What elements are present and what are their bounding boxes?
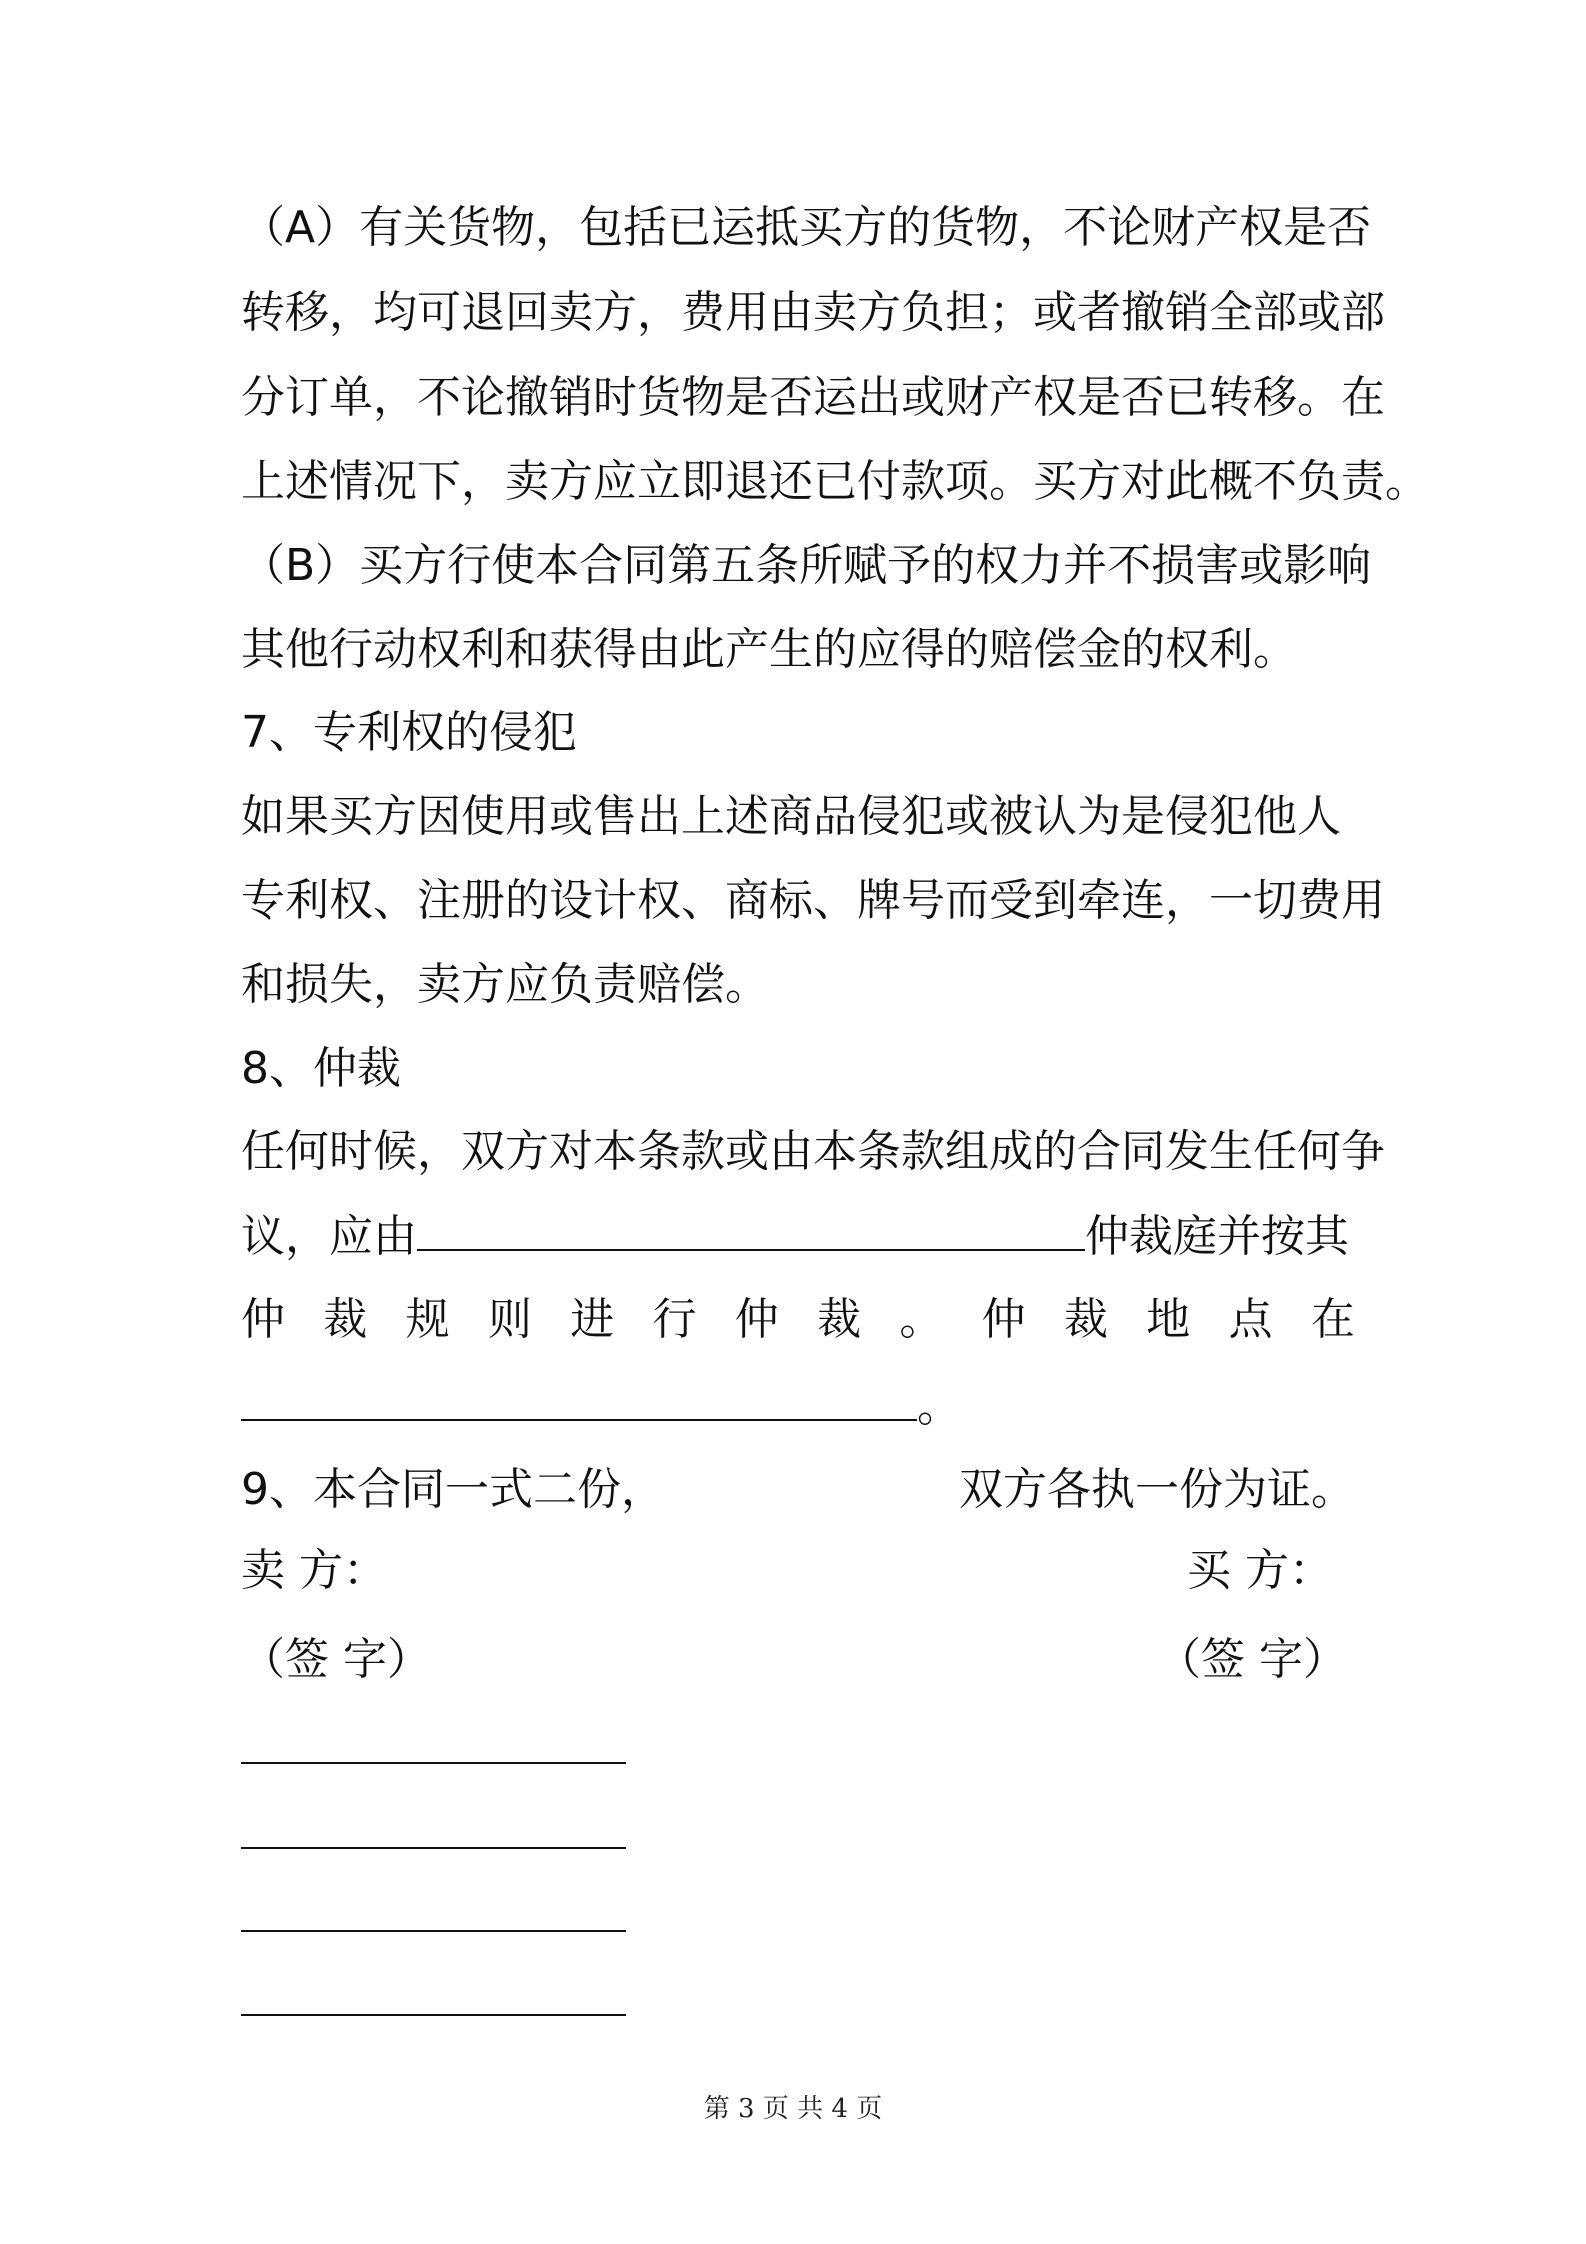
section-7-line-2: 专利权、注册的设计权、商标、牌号而受到牵连，一切费用: [241, 875, 1385, 926]
section-7-line-3: 和损失，卖方应负责赔偿。: [241, 959, 769, 1010]
section-8-line-3-char: 仲: [241, 1294, 285, 1345]
section-8-title: 8、仲裁: [241, 1043, 401, 1094]
seller-sign-label: （签 字）: [241, 1634, 431, 1685]
section-8-line-3-char: 则: [487, 1294, 532, 1345]
section-8-line-3-char: 点: [1228, 1294, 1273, 1345]
clause-a-line-2: 转移，均可退回卖方，费用由卖方负担；或者撤销全部或部: [241, 287, 1385, 338]
section-8-line-3-char: 裁: [323, 1294, 368, 1345]
section-8-line-3-char: 规: [405, 1294, 450, 1345]
section-8-line-3-char: 在: [1310, 1294, 1355, 1345]
arbitration-court-blank[interactable]: [417, 1205, 1085, 1251]
signature-sign-row: [241, 1630, 1355, 1690]
section-8-line-3-char: 仲: [734, 1294, 779, 1345]
section-9-left: 9、本合同一式二份，: [241, 1464, 665, 1515]
signature-line-1[interactable]: [241, 1762, 626, 1764]
clause-a-line-4: 上述情况下，卖方应立即退还已付款项。买方对此概不负责。: [241, 456, 1429, 507]
section-7-title: 7、专利权的侵犯: [241, 707, 577, 758]
clause-b-line-1: （B）买方行使本合同第五条所赋予的权力并不损害或影响: [241, 540, 1372, 591]
clause-a-line-3: 分订单，不论撤销时货物是否运出或财产权是否已转移。在: [241, 372, 1385, 423]
section-7-line-1: 如果买方因使用或售出上述商品侵犯或被认为是侵犯他人: [241, 791, 1341, 842]
signature-labels-row: [241, 1541, 1355, 1601]
section-8-line-4-suffix: 。: [917, 1381, 961, 1432]
section-8-line-3-char: 进: [570, 1294, 615, 1345]
buyer-sign-label: （签 字）: [1157, 1634, 1347, 1685]
section-8-line-2-suffix: 仲裁庭并按其: [1085, 1211, 1349, 1262]
signature-line-3[interactable]: [241, 1930, 626, 1932]
signature-line-2[interactable]: [241, 1847, 626, 1849]
page-footer: 第 3 页 共 4 页: [703, 2094, 883, 2124]
arbitration-place-blank[interactable]: [241, 1375, 917, 1421]
section-8-line-1: 任何时候，双方对本条款或由本条款组成的合同发生任何争: [241, 1126, 1385, 1177]
section-8-line-3-char: 裁: [817, 1294, 862, 1345]
section-9-right: 双方各执一份为证。: [959, 1464, 1355, 1515]
section-8-line-4: [241, 1375, 1355, 1435]
section-9-line: [241, 1460, 1355, 1520]
clause-a-line-1: （A）有关货物，包括已运抵买方的货物，不论财产权是否: [241, 202, 1372, 253]
section-8-line-3-char: 。: [899, 1294, 944, 1345]
section-8-line-2: [241, 1205, 1355, 1265]
section-8-line-3-char: 行: [652, 1294, 697, 1345]
section-8-line-3-char: 地: [1146, 1294, 1191, 1345]
clause-b-line-2: 其他行动权利和获得由此产生的应得的赔偿金的权利。: [241, 624, 1297, 675]
section-8-line-3-char: 仲: [981, 1294, 1026, 1345]
signature-line-4[interactable]: [241, 2014, 626, 2016]
section-8-line-2-prefix: 议，应由: [241, 1211, 417, 1262]
buyer-label: 买 方：: [1187, 1545, 1333, 1596]
seller-label: 卖 方：: [241, 1545, 387, 1596]
section-8-line-3-char: 裁: [1063, 1294, 1108, 1345]
section-8-line-3: [241, 1290, 1355, 1350]
